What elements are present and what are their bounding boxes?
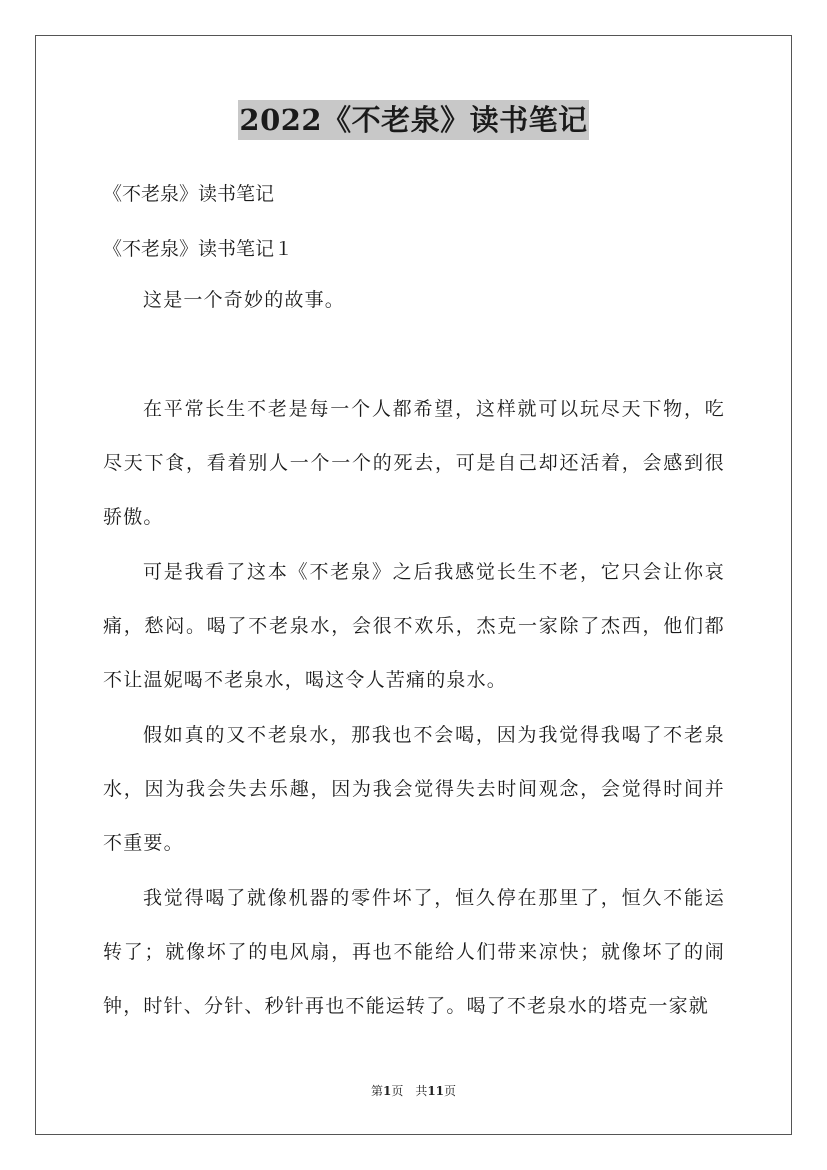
page-footer (0, 1082, 827, 1099)
document-title: 2022《不老泉》读书笔记 (238, 100, 588, 140)
paragraph-2: 在平常长生不老是每一个人都希望，这样就可以玩尽天下物，吃尽天下食，看着别人一个一个的死去，可是自己却还活着，会感到很骄傲。 (103, 398, 725, 528)
footer-page-total: 11 (427, 1084, 445, 1098)
subtitle-line-1: 《不老泉》读书笔记 (103, 183, 275, 205)
subtitle-line-2: 《不老泉》读书笔记１ (103, 238, 294, 260)
footer-suffix: 页 (444, 1084, 457, 1098)
footer-page-number: 1 (382, 1084, 392, 1098)
footer-mid: 页 共 (391, 1084, 428, 1098)
paragraph-4: 假如真的又不老泉水，那我也不会喝，因为我觉得我喝了不老泉水，因为我会失去乐趣，因为我会觉得失去时间观念，会觉得时间并不重要。 (103, 724, 725, 854)
paragraph-1: 这是一个奇妙的故事。 (143, 289, 346, 311)
paragraph-5: 我觉得喝了就像机器的零件坏了，恒久停在那里了，恒久不能运转了；就像坏了的电风扇，再也不能给人们带来凉快；就像坏了的闹钟，时针、分针、秒针再也不能运转了。喝了不老泉水的塔克一家就 (103, 887, 725, 1017)
paragraph-3: 可是我看了这本《不老泉》之后我感觉长生不老，它只会让你哀痛，愁闷。喝了不老泉水，会很不欢乐，杰克一家除了杰西，他们都不让温妮喝不老泉水，喝这令人苦痛的泉水。 (103, 561, 725, 691)
title-container (0, 100, 827, 140)
footer-prefix: 第 (370, 1084, 383, 1098)
